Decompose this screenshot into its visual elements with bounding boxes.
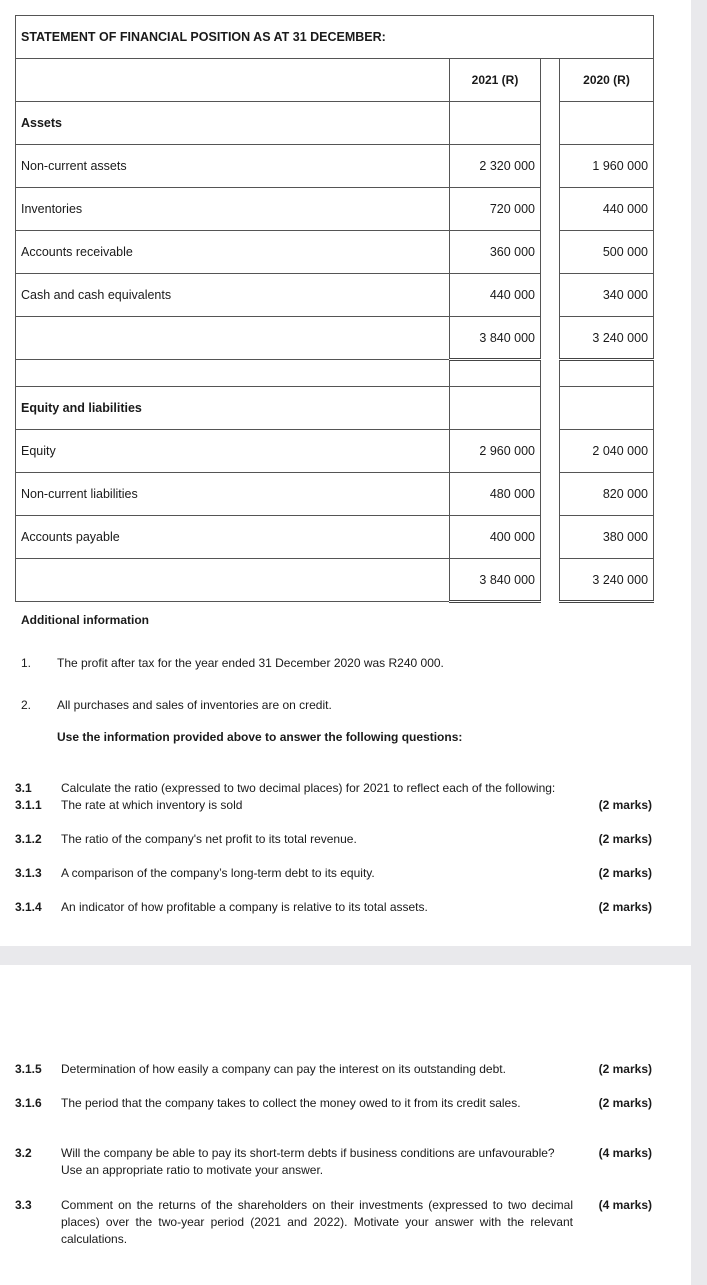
question-number: 3.1.1 <box>15 798 42 812</box>
question-marks: (4 marks) <box>598 1146 652 1160</box>
question-text: A comparison of the company’s long-term debt to its equity. <box>61 866 375 880</box>
question-text: The rate at which inventory is sold <box>61 798 243 812</box>
statement-of-financial-position-table <box>15 15 654 603</box>
question-number: 3.2 <box>15 1146 32 1160</box>
value-2020: 440 000 <box>560 188 654 231</box>
question-text: The period that the company takes to collect the money owed to it from its credit sales. <box>61 1096 521 1110</box>
question-marks: (2 marks) <box>598 832 652 846</box>
question-number: 3.1.2 <box>15 832 42 846</box>
row-label: Accounts payable <box>16 516 450 559</box>
table-row <box>16 188 654 231</box>
value-2020: 820 000 <box>560 473 654 516</box>
column-header-row <box>16 59 654 102</box>
question-marks: (4 marks) <box>598 1198 652 1212</box>
question-number: 3.1.6 <box>15 1096 42 1110</box>
row-label: Cash and cash equivalents <box>16 274 450 317</box>
question-number: 3.1 <box>15 781 32 795</box>
value-2021: 2 320 000 <box>450 145 541 188</box>
value-2020: 340 000 <box>560 274 654 317</box>
question-text: The ratio of the company's net profit to its total revenue. <box>61 832 357 846</box>
equity-total-2020: 3 240 000 <box>560 559 654 602</box>
question-text: Determination of how easily a company can pay the interest on its outstanding debt. <box>61 1062 506 1076</box>
assets-total-row <box>16 317 654 360</box>
value-2020: 1 960 000 <box>560 145 654 188</box>
question-marks: (2 marks) <box>598 900 652 914</box>
row-label: Equity <box>16 430 450 473</box>
equity-liabilities-heading: Equity and liabilities <box>16 387 450 430</box>
equity-total-2021: 3 840 000 <box>450 559 541 602</box>
question-marks: (2 marks) <box>598 866 652 880</box>
question-text: An indicator of how profitable a company is relative to its total assets. <box>61 900 428 914</box>
value-2020: 2 040 000 <box>560 430 654 473</box>
row-label: Non-current assets <box>16 145 450 188</box>
value-2020: 500 000 <box>560 231 654 274</box>
question-text: Will the company be able to pay its short-term debts if business conditions are unfavourable? Use an appropriate ratio to motivate your answer. <box>61 1146 555 1177</box>
table-row <box>16 430 654 473</box>
table-row <box>16 473 654 516</box>
value-2021: 400 000 <box>450 516 541 559</box>
table-row <box>16 231 654 274</box>
equity-heading-row <box>16 387 654 430</box>
table-row <box>16 274 654 317</box>
info-item-text: All purchases and sales of inventories are on credit. <box>57 698 332 712</box>
equity-total-row <box>16 559 654 602</box>
value-2021: 480 000 <box>450 473 541 516</box>
column-header-2021: 2021 (R) <box>450 59 541 102</box>
question-text: Calculate the ratio (expressed to two decimal places) for 2021 to reflect each of the following: <box>61 781 556 795</box>
info-item-number: 2. <box>21 698 32 712</box>
document-page-2 <box>0 965 691 1285</box>
value-2021: 720 000 <box>450 188 541 231</box>
instruction-text: Use the information provided above to answer the following questions: <box>57 730 463 744</box>
info-item-text: The profit after tax for the year ended 31 December 2020 was R240 000. <box>57 656 444 670</box>
assets-total-2021: 3 840 000 <box>450 317 541 360</box>
question-number: 3.1.3 <box>15 866 42 880</box>
column-header-2020: 2020 (R) <box>560 59 654 102</box>
assets-total-2020: 3 240 000 <box>560 317 654 360</box>
assets-heading: Assets <box>16 102 450 145</box>
info-item-number: 1. <box>21 656 32 670</box>
table-row <box>16 145 654 188</box>
value-2021: 440 000 <box>450 274 541 317</box>
value-2021: 360 000 <box>450 231 541 274</box>
value-2021: 2 960 000 <box>450 430 541 473</box>
spacer-row <box>16 360 654 387</box>
row-label: Non-current liabilities <box>16 473 450 516</box>
question-marks: (2 marks) <box>598 1096 652 1110</box>
row-label: Inventories <box>16 188 450 231</box>
assets-heading-row <box>16 102 654 145</box>
question-marks: (2 marks) <box>598 798 652 812</box>
question-marks: (2 marks) <box>598 1062 652 1076</box>
statement-title: STATEMENT OF FINANCIAL POSITION AS AT 31 DECEMBER: <box>16 16 654 59</box>
question-text: Comment on the returns of the shareholders on their investments (expressed to two decimal places) over the two-year period (2021 and 2022). Motivate your answer with the relevant calculations. <box>61 1198 573 1246</box>
question-number: 3.3 <box>15 1198 32 1212</box>
additional-information-heading: Additional information <box>21 613 149 627</box>
row-label: Accounts receivable <box>16 231 450 274</box>
value-2020: 380 000 <box>560 516 654 559</box>
question-number: 3.1.5 <box>15 1062 42 1076</box>
question-number: 3.1.4 <box>15 900 42 914</box>
table-row <box>16 516 654 559</box>
